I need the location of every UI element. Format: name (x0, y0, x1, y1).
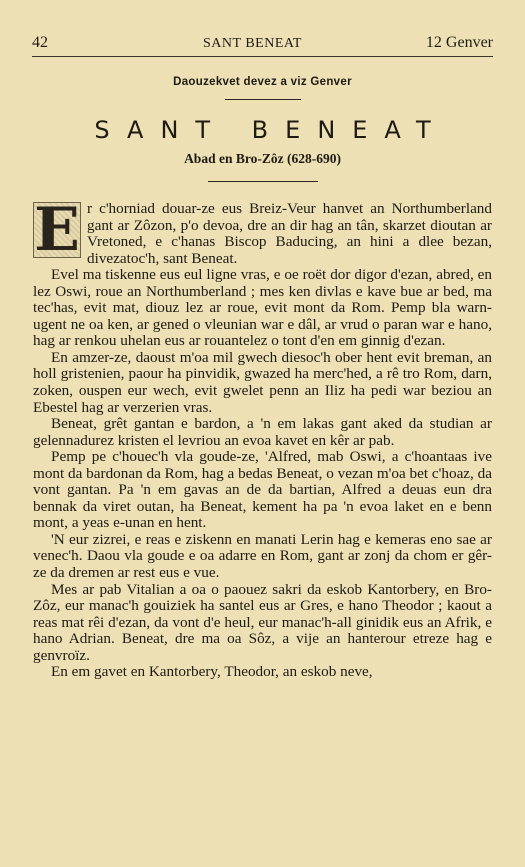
paragraph: Pemp pe c'houec'h vla goude-ze, 'Alfred, mab Oswi, a c'hoantaas ive mont da bardonan da Rom, hag a bedas Beneat, o vezan m'oa bet c'hoaz, da vont gantan. Pa 'n em gavas an de da bartian, Alfred a deuas eun dra bennak da viret outan, ha Beneat, kement ha pa 'n evoa laket en e benn mont, a yeas e-unan en hent. (33, 448, 492, 532)
paragraph: En amzer-ze, daoust m'oa mil gwech diesoc'h ober hent evit breman, an holl gristenien, paour ha pinvidik, gwazed ha merc'hed, a rê tro Rom, darn, zoken, ouspen eur wech, evit gwelet penn an Iliz ha pedi war beziou an Ebestel hag ar verzerien vras. (33, 348, 492, 416)
running-header (32, 34, 493, 57)
saint-byline: Abad en Bro-Zôz (628-690) (184, 151, 341, 166)
article-body (30, 195, 495, 681)
running-title: SANT BENEAT (203, 36, 302, 51)
paragraph-text: r c'horniad douar-ze eus Breiz-Veur hanvet an Northumberland gant ar Zôzon, p'o devoa, dre an dir hag an tân, skarzet dioutan ar Vretoned, e c'hanas Biscop Baducing, an hini a dlee bezan, divezatoc'h, sant Beneat. (87, 200, 492, 267)
saint-title: SANT BENEAT (94, 116, 448, 144)
paragraph: Beneat, grêt gantan e bardon, a 'n em lakas gant aked da studian ar gelennadurez kristen el levriou an evoa kavet en kêr ar pab. (33, 415, 492, 449)
paragraph: En em gavet en Kantorbery, Theodor, an eskob neve, (51, 663, 373, 681)
header-date: 12 Genver (425, 34, 493, 51)
paragraph: 'N eur zizrei, e reas e ziskenn en manati Lerin hag e kemeras eno sae ar venec'h. Daou vla goude e oa adarre en Rom, gant ar zonj da chom er gêr-ze da dremen ar rest eus e vue. (33, 530, 492, 582)
paragraph (33, 195, 492, 267)
paragraph: Mes ar pab Vitalian a oa o paouez sakri da eskob Kantorbery, en Bro-Zôz, eur manac'h gouiziek ha santel eus ar Gres, e hano Theodor ; kaout a reas mat rêi d'ezan, da vont d'e heul, eur manac'h-all ginidik eus an Afrik, e hano Adrian. Beneat, dre ma oa Sôz, a vije an hanterour etreze hag e genvroïz. (33, 580, 492, 664)
divider (208, 181, 318, 182)
paragraph: Evel ma tiskenne eus eul ligne vras, e oe roët dor digor d'ezan, abred, en lez Oswi, roue an Northumberland ; mes ken divlas e kave bue ar bed, ma tec'has, evit mat, diouz lez ar roue, evit mont da Rom. Pemp bla warn-ugent ne oa ken, ar gened o vleunian war e dâl, ar vrud o paran war e hano, hag ar renkou uhelan eus ar rouantelez o tont d'en em ginnig d'ezan. (33, 266, 492, 350)
feast-day-subtitle: Daouzekvet devez a viz Genver (173, 76, 352, 88)
page-number: 42 (32, 34, 48, 51)
drop-cap: E (34, 195, 80, 265)
divider (225, 99, 301, 100)
